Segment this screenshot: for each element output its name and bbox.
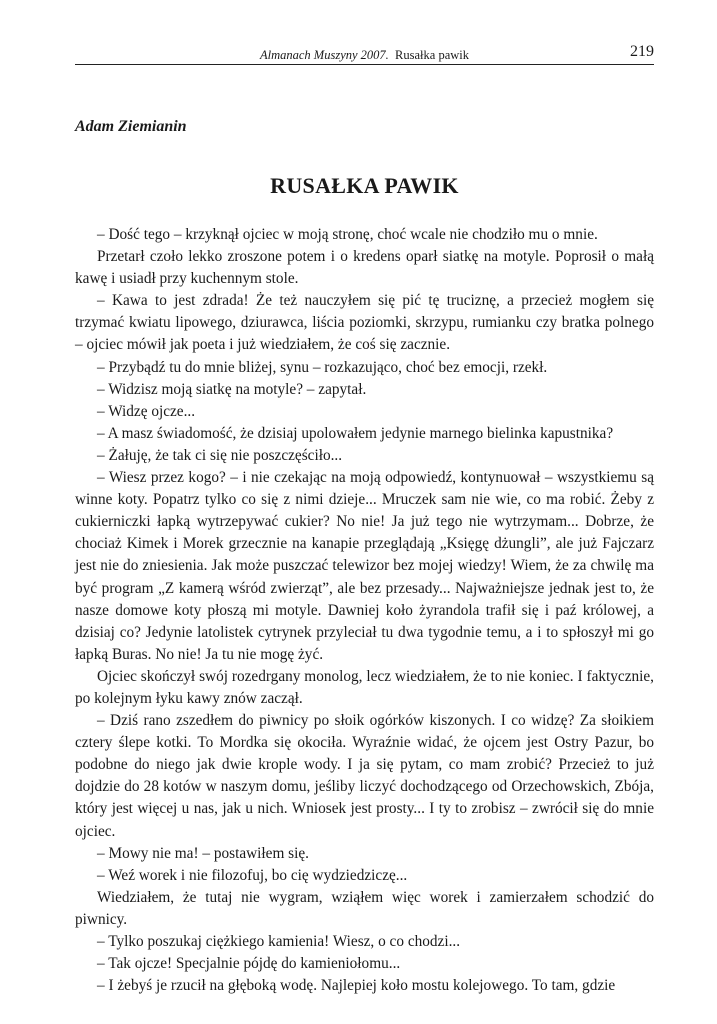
- paragraph: – Przybądź tu do mnie bliżej, synu – rozkazująco, choć bez emocji, rzekł.: [97, 358, 548, 376]
- paragraph: – Dość tego – krzyknął ojciec w moją stronę, choć wcale nie chodziło mu o mnie.: [97, 226, 598, 243]
- paragraph: – Dziś rano zszedłem do piwnicy po słoik ogórków kiszonych. I co widzę? Za słoikiem cztery ślepe kotki. To Mordka się okociła. Wyraźnie widać, że ojcem jest Ostry Pazur, bo podobne do niego jak dwie krople wody. I ja się pytam, co mam zrobić? Przecież to już dojdzie do 28 kotów w naszym domu, jeśliby liczyć dochodzącego od Orzechowskich, Zbója, który jest więcej u nas, jak u nich. Wniosek jest prosty... I ty to zrobisz – zwrócił się do mnie ojciec.: [75, 712, 654, 840]
- paragraph: – Widzisz moją siatkę na motyle? – zapytał.: [97, 380, 367, 398]
- paragraph: – Mowy nie ma! – postawiłem się.: [97, 844, 309, 862]
- running-title: [75, 48, 654, 63]
- article-short-title: Rusałka pawik: [395, 48, 469, 62]
- page-number: 219: [630, 43, 654, 60]
- paragraph: Ojciec skończył swój rozedrgany monolog, lecz wiedziałem, że to nie koniec. I faktycznie, po kolejnym łyku kawy znów zaczął.: [75, 667, 654, 707]
- paragraph: – Tylko poszukaj ciężkiego kamienia! Wiesz, o co chodzi...: [97, 933, 461, 950]
- paragraph: – A masz świadomość, że dzisiaj upolowałem jedynie marnego bielinka kapustnika?: [97, 424, 614, 442]
- paragraph: – Wiesz przez kogo? – i nie czekając na moją odpowiedź, kontynuował – wszystkiemu są winne koty. Popatrz tylko co się z nimi dzieje... Mruczek sam nie wie, co ma robić. Żeby z cukierniczki łapką wytrzepywać cukier? No nie! Ja już tego nie wytrzymam... Dobrze, że chociaż Kimek i Morek grzecznie na kanapie przeglądają „Księgę dżungli”, ale już Fajczarz jest nie do zniesienia. Jak może puszczać telewizor bez mojej wiedzy! Wiem, że za chwilę ma być program „Z kamerą wśród zwierząt”, ale bez przesady... Najważniejsze jednak jest to, że nasze domowe koty płoszą mi motyle. Dawniej koło żyrandola trafił się i paź królowej, a dzisiaj co? Jedynie latolistek cytrynek przyleciał tu dwa tygodnie temu, a i to spłoszył mi go łapką Buras. No nie! Ja tu nie mogę żyć.: [75, 469, 654, 663]
- paragraph: – Tak ojcze! Specjalnie pójdę do kamieniołomu...: [97, 955, 401, 973]
- article-body: [75, 224, 654, 997]
- paragraph: – Weź worek i nie filozofuj, bo cię wydziedziczę...: [97, 866, 408, 884]
- journal-title: Almanach Muszyny 2007.: [260, 48, 389, 62]
- paragraph: Przetarł czoło lekko zroszone potem i o kredens oparł siatkę na motyle. Poprosił o małą kawę i usiadł przy kuchennym stole.: [75, 248, 654, 288]
- paragraph: – I żebyś je rzucił na głęboką wodę. Najlepiej koło mostu kolejowego. To tam, gdzie: [97, 977, 616, 995]
- running-header: [75, 43, 654, 65]
- article-title: RUSAŁKA PAWIK: [270, 173, 459, 198]
- paragraph: – Widzę ojcze...: [97, 402, 196, 420]
- author-name: Adam Ziemianin: [75, 118, 187, 135]
- paragraph: – Kawa to jest zdrada! Że też nauczyłem się pić tę truciznę, a przecież mogłem się trzymać kwiatu lipowego, dziurawca, liścia poziomki, skrzypu, rumianku czy bratka polnego – ojciec mówił jak poeta i już wiedziałem, że coś się zacznie.: [75, 292, 654, 354]
- paragraph: – Żałuję, że tak ci się nie poszczęściło...: [97, 446, 343, 464]
- paragraph: Wiedziałem, że tutaj nie wygram, wziąłem więc worek i zamierzałem schodzić do piwnicy.: [75, 888, 654, 928]
